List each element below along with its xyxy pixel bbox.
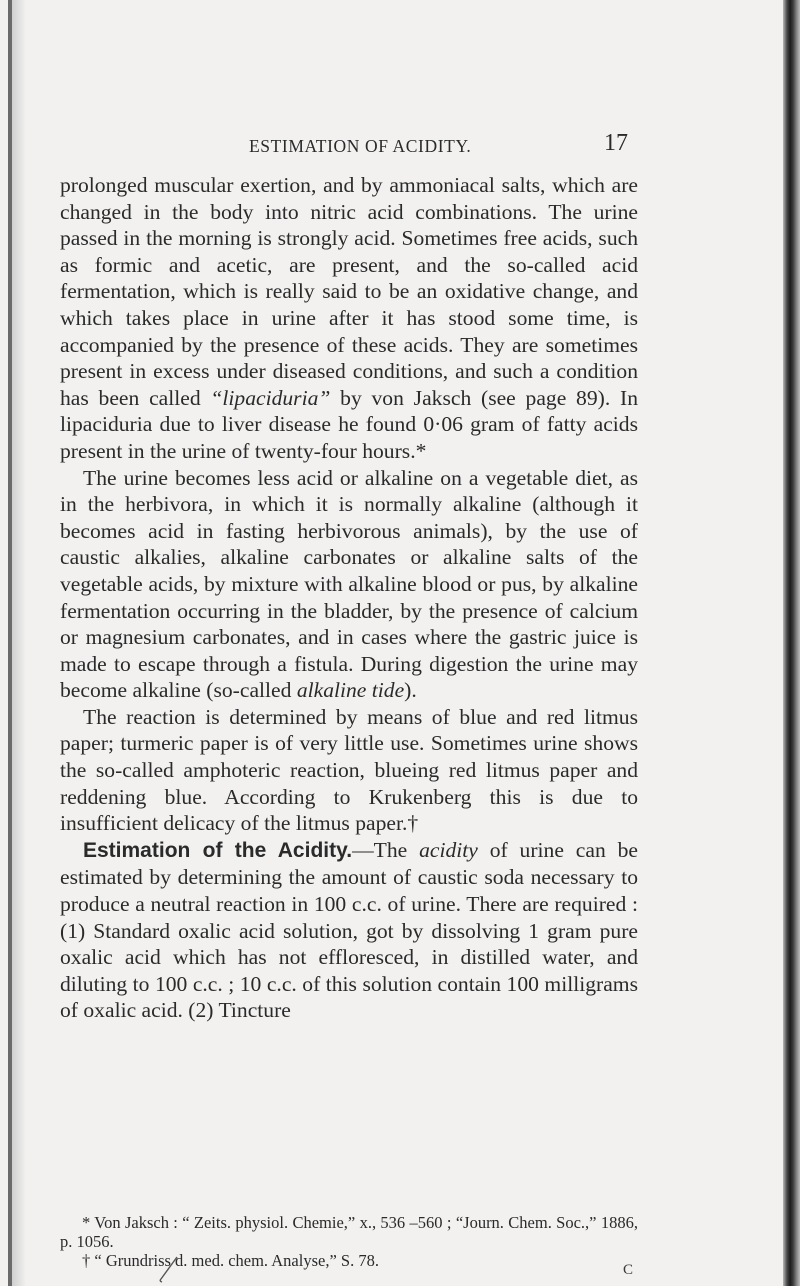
paragraph-3 bbox=[60, 704, 638, 837]
term-alkaline-tide: alkaline tide bbox=[296, 678, 405, 703]
paragraph-1-text-cont: by von Jaksch (see page 89). In lipaciduria due to liver disease he found 0·06 gram of fatty acids present in the urine of twenty-four hours. bbox=[60, 385, 638, 463]
signature-mark: C bbox=[623, 1262, 634, 1278]
page-edge bbox=[783, 0, 800, 1286]
paragraph-2-text: The urine becomes less acid or alkaline on a vegetable diet, as in the herbivora, in which it is normally alkaline (although it becomes acid in fasting herbivorous animals), by the use of caustic alkalies, alkaline carbonates or alkaline salts of the vegetable acids, by mixture with alkaline blood or pus, by alkaline fermentation occurring in the bladder, by the presence of calcium or magnesium carbonates, and in cases where the gastric juice is made to escape through a fistula. During digestion the urine may become alkaline (so-called bbox=[60, 465, 638, 703]
running-header bbox=[60, 130, 634, 162]
paragraph-2 bbox=[60, 465, 638, 704]
footnote-1: * Von Jaksch : “ Zeits. physiol. Chemie,” x., 536 –560 ; “Journ. Chem. Soc.,” 1886, p. 1056. bbox=[60, 1213, 638, 1251]
running-title: ESTIMATION OF ACIDITY. bbox=[249, 136, 472, 156]
paragraph-4-dash: —The bbox=[352, 837, 420, 862]
paragraph-4 bbox=[60, 837, 638, 1024]
term-acidity: acidity bbox=[419, 837, 478, 862]
page-number: 17 bbox=[604, 130, 628, 156]
body-text bbox=[60, 172, 638, 1024]
footnote-2: † “ Grundriss d. med. chem. Analyse,” S. 78. bbox=[82, 1251, 379, 1270]
paragraph-4-text: of urine can be estimated by determining the amount of caustic soda necessary to produce a neutral reaction in 100 c.c. of urine. There are required : (1) Standard oxalic acid solution, got by dissolving 1 gram pure oxalic acid which has not effloresced, in distilled water, and diluting to 100 c.c. ; 10 c.c. of this solution contain 100 milligrams of oxalic acid. (2) Tincture bbox=[60, 837, 638, 1023]
footnotes bbox=[60, 1213, 638, 1270]
paragraph-2-text-cont: ). bbox=[404, 678, 417, 703]
paragraph-1 bbox=[60, 172, 638, 465]
term-lipaciduria: “lipaciduria” bbox=[210, 385, 331, 410]
footnote-mark-1: * bbox=[415, 438, 427, 463]
gutter-shadow bbox=[12, 0, 26, 1286]
section-heading: Estimation of the Acidity. bbox=[83, 838, 353, 862]
paragraph-3-text: The reaction is determined by means of blue and red litmus paper; turmeric paper is of very little use. Sometimes urine shows the so-called amphoteric reaction, blueing red litmus paper and reddening blue. According to Krukenberg this is due to insufficient delicacy of the litmus paper. bbox=[60, 704, 638, 836]
footnote-mark-2: † bbox=[407, 811, 419, 836]
pencil-mark-icon bbox=[157, 1255, 181, 1283]
paragraph-1-text: prolonged muscular exertion, and by ammoniacal salts, which are changed in the body into nitric acid combinations. The urine passed in the morning is strongly acid. Sometimes free acids, such as formic and acetic, are present, and the so-called acid fermentation, which is really said to be an oxidative change, and which takes place in urine after it has stood some time, is accompanied by the presence of these acids. They are sometimes present in excess under diseased conditions, and such a condition has been called bbox=[60, 173, 638, 410]
